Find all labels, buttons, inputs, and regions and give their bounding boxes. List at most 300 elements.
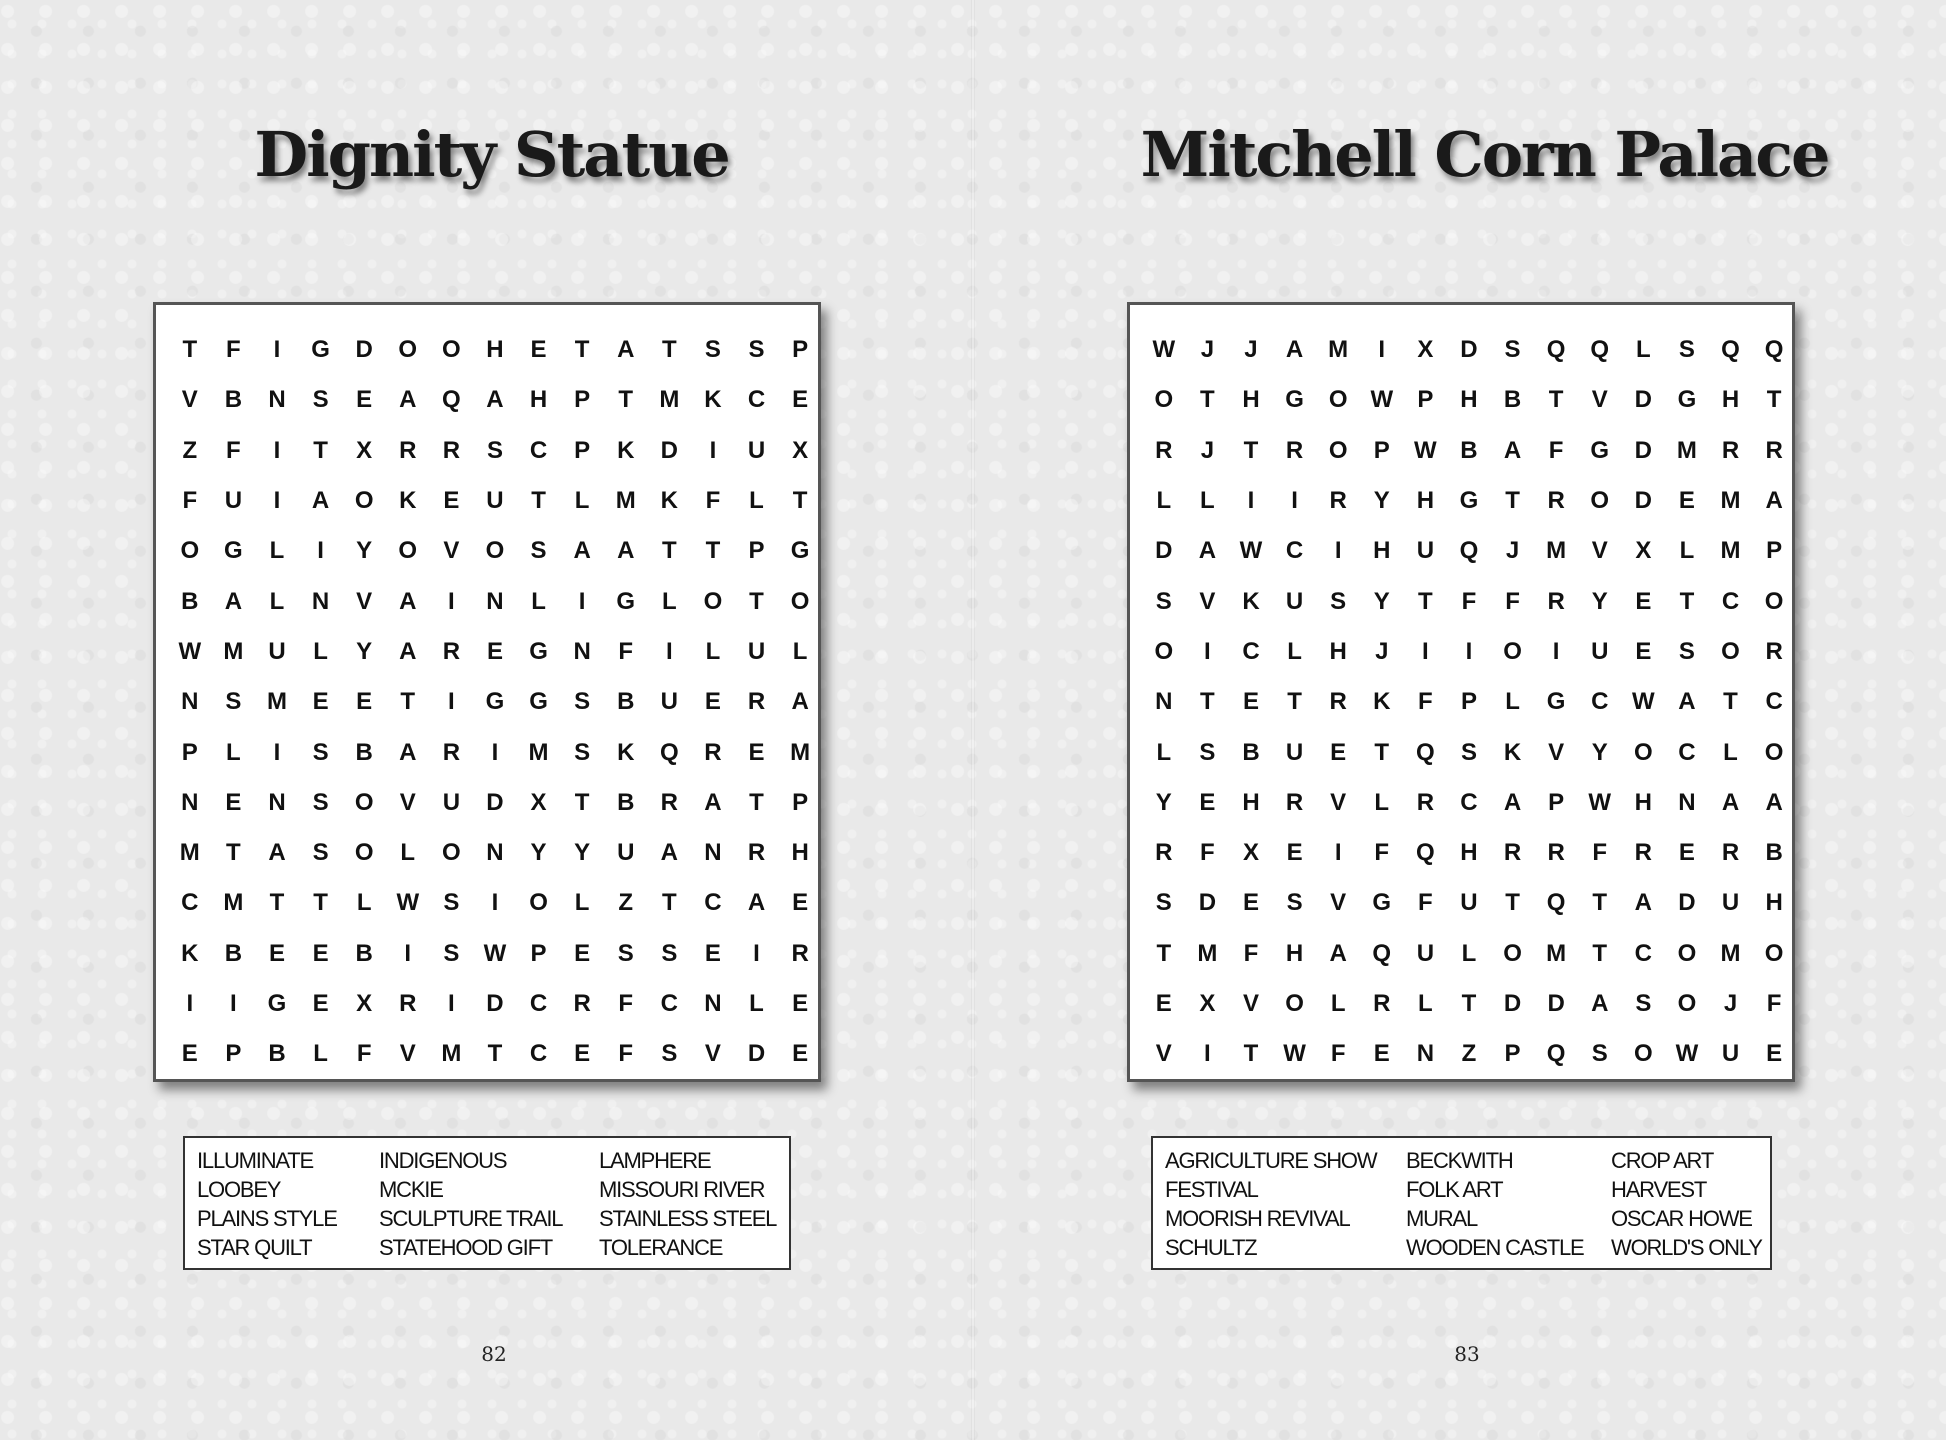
grid-letter: T <box>1505 889 1520 917</box>
grid-letter: K <box>181 939 199 967</box>
grid-letter: O <box>1764 939 1784 967</box>
grid-letter: O <box>354 487 374 515</box>
grid-letter: A <box>486 386 504 414</box>
grid-letter: E <box>530 336 547 364</box>
grid-letter: N <box>181 688 199 716</box>
grid-letter: M <box>1328 336 1349 364</box>
grid-letter: H <box>1634 788 1652 816</box>
grid-letter: A <box>311 487 330 515</box>
grid-letter: F <box>1592 839 1608 867</box>
grid-letter: I <box>186 990 194 1017</box>
grid-letter: K <box>704 386 722 414</box>
grid-letter: E <box>1766 1040 1783 1068</box>
right-page <box>973 0 1946 1440</box>
grid-letter: G <box>1372 889 1392 917</box>
grid-letter: E <box>1373 1040 1390 1068</box>
grid-letter: O <box>1154 386 1174 414</box>
grid-letter: I <box>1378 336 1386 364</box>
grid-letter: E <box>1635 587 1652 615</box>
grid-letter: S <box>530 537 547 565</box>
grid-letter: A <box>660 839 678 867</box>
grid-letter: V <box>1591 537 1608 565</box>
grid-letter: T <box>792 487 808 515</box>
grid-letter: T <box>1418 587 1433 615</box>
grid-letter: V <box>1330 889 1347 917</box>
grid-letter: T <box>1505 487 1520 515</box>
grid-letter: G <box>1546 688 1566 716</box>
grid-letter: V <box>443 537 460 565</box>
grid-letter: I <box>1291 487 1298 515</box>
grid-letter: W <box>1283 1040 1306 1068</box>
grid-letter: Y <box>574 839 591 867</box>
grid-letter: F <box>618 990 634 1017</box>
grid-letter: W <box>1152 336 1176 364</box>
word-list-item: LAMPHERE <box>599 1148 711 1173</box>
grid-letter: W <box>178 637 202 665</box>
grid-letter: U <box>1285 738 1304 766</box>
grid-letter: I <box>1334 839 1342 867</box>
grid-letter: F <box>618 1040 634 1068</box>
grid-letter: H <box>791 839 809 867</box>
grid-letter: R <box>1503 839 1522 867</box>
grid-letter: M <box>223 889 244 917</box>
grid-letter: M <box>441 1040 462 1068</box>
grid-letter: R <box>399 436 417 464</box>
grid-letter: E <box>312 939 329 967</box>
grid-letter: Y <box>1373 587 1390 615</box>
grid-letter: M <box>1197 939 1218 967</box>
grid-letter: C <box>1765 688 1783 716</box>
grid-letter: Y <box>530 839 547 867</box>
grid-letter: W <box>1632 688 1655 716</box>
grid-letter: T <box>1723 688 1738 716</box>
grid-letter: R <box>1329 487 1347 515</box>
grid-letter: E <box>268 939 285 967</box>
grid-letter: L <box>356 889 372 917</box>
grid-letter: X <box>1635 537 1652 565</box>
grid-letter: I <box>491 738 499 766</box>
grid-letter: A <box>617 336 635 364</box>
grid-letter: E <box>792 1040 809 1068</box>
grid-letter: L <box>1461 939 1477 967</box>
grid-letter: W <box>1588 788 1612 816</box>
grid-letter: I <box>1465 637 1473 665</box>
grid-letter: A <box>1329 939 1347 967</box>
grid-letter: A <box>399 587 417 615</box>
grid-letter: O <box>442 839 461 867</box>
grid-letter: A <box>1198 537 1217 565</box>
grid-letter: L <box>749 487 764 515</box>
grid-letter: R <box>1765 637 1783 665</box>
grid-letter: E <box>1678 487 1695 515</box>
grid-letter: C <box>1678 738 1696 766</box>
word-list-item: FOLK ART <box>1406 1177 1503 1202</box>
grid-letter: E <box>356 386 373 414</box>
grid-letter: L <box>1374 788 1390 816</box>
grid-letter: F <box>1418 889 1433 917</box>
grid-letter: E <box>704 688 721 716</box>
grid-letter: R <box>791 939 809 967</box>
grid-letter: D <box>747 1040 766 1068</box>
grid-letter: M <box>266 688 287 716</box>
grid-letter: V <box>356 587 373 615</box>
grid-letter: L <box>574 487 590 515</box>
grid-letter: G <box>1285 386 1304 414</box>
grid-letter: R <box>1155 839 1173 867</box>
grid-letter: B <box>1460 436 1478 464</box>
puzzle-grid-box <box>153 302 821 1082</box>
grid-letter: L <box>1200 487 1215 515</box>
grid-letter: O <box>1328 436 1348 464</box>
grid-letter: E <box>312 688 329 716</box>
grid-letter: E <box>1330 738 1347 766</box>
grid-letter: Q <box>1416 839 1435 867</box>
grid-letter: I <box>1334 537 1342 565</box>
grid-letter: U <box>747 436 766 464</box>
grid-letter: A <box>1678 688 1696 716</box>
grid-letter: E <box>225 788 242 816</box>
grid-letter: E <box>356 688 373 716</box>
grid-letter: B <box>355 738 373 766</box>
grid-letter: T <box>1243 1040 1259 1068</box>
grid-letter: E <box>1242 889 1259 917</box>
grid-letter: O <box>354 788 374 816</box>
grid-letter: F <box>1200 839 1215 867</box>
grid-letter: D <box>486 990 504 1017</box>
grid-letter: E <box>312 990 329 1017</box>
grid-letter: I <box>448 688 455 716</box>
grid-letter: R <box>442 637 461 665</box>
puzzle-grid-box <box>1127 302 1795 1082</box>
grid-letter: I <box>578 587 586 615</box>
grid-letter: A <box>268 839 286 867</box>
grid-letter: A <box>224 587 243 615</box>
grid-letter: P <box>792 336 809 364</box>
grid-letter: T <box>1766 386 1782 414</box>
grid-letter: G <box>267 990 287 1017</box>
word-list-item: MOORISH REVIVAL <box>1165 1206 1350 1231</box>
grid-letter: Q <box>1764 336 1784 364</box>
grid-letter: Q <box>1590 336 1610 364</box>
grid-letter: T <box>749 587 764 615</box>
grid-letter: O <box>442 336 461 364</box>
grid-letter: X <box>1417 336 1434 364</box>
grid-letter: T <box>661 889 677 917</box>
grid-letter: D <box>1155 537 1173 565</box>
grid-letter: D <box>1634 487 1652 515</box>
grid-letter: F <box>1330 1040 1346 1068</box>
grid-letter: L <box>269 537 285 565</box>
grid-letter: L <box>313 1040 328 1068</box>
grid-letter: P <box>1373 436 1390 464</box>
grid-letter: G <box>224 537 243 565</box>
grid-letter: A <box>1503 436 1522 464</box>
grid-letter: V <box>1155 1040 1172 1068</box>
grid-letter: A <box>1765 487 1783 515</box>
grid-letter: B <box>268 1040 286 1068</box>
grid-letter: R <box>704 738 722 766</box>
grid-letter: X <box>1242 839 1259 867</box>
grid-letter: K <box>1373 688 1391 716</box>
grid-letter: M <box>615 487 636 515</box>
word-list-item: CROP ART <box>1611 1148 1714 1173</box>
grid-letter: R <box>1285 788 1304 816</box>
grid-letter: J <box>1200 436 1215 464</box>
grid-letter: M <box>1720 537 1741 565</box>
grid-letter: V <box>1242 990 1259 1017</box>
grid-letter: W <box>1239 537 1263 565</box>
grid-letter: R <box>573 990 591 1017</box>
grid-letter: Q <box>1546 336 1566 364</box>
grid-letter: L <box>749 990 764 1017</box>
grid-letter: T <box>1548 386 1564 414</box>
grid-letter: N <box>311 587 330 615</box>
grid-letter: D <box>1634 386 1652 414</box>
grid-letter: G <box>1459 487 1479 515</box>
grid-letter: K <box>399 487 417 515</box>
grid-letter: N <box>1155 688 1173 716</box>
grid-letter: P <box>748 537 765 565</box>
grid-letter: H <box>529 386 548 414</box>
grid-letter: G <box>311 336 330 364</box>
grid-letter: E <box>1678 839 1695 867</box>
grid-letter: T <box>1374 738 1390 766</box>
grid-letter: L <box>313 637 328 665</box>
grid-letter: I <box>1552 637 1560 665</box>
grid-letter: R <box>1285 436 1304 464</box>
word-list-item: SCHULTZ <box>1165 1235 1257 1260</box>
word-list-item: HARVEST <box>1611 1177 1707 1202</box>
grid-letter: T <box>269 889 285 917</box>
grid-letter: O <box>1764 587 1784 615</box>
grid-letter: P <box>792 788 809 816</box>
grid-letter: S <box>443 939 460 967</box>
grid-letter: T <box>1461 990 1477 1017</box>
grid-letter: C <box>529 436 548 464</box>
grid-letter: E <box>574 1040 591 1068</box>
grid-letter: T <box>574 336 590 364</box>
grid-letter: L <box>1330 990 1346 1017</box>
grid-letter: E <box>181 1040 198 1068</box>
grid-letter: B <box>617 688 635 716</box>
grid-letter: O <box>790 587 810 615</box>
grid-letter: I <box>1247 487 1255 515</box>
grid-letter: I <box>1204 1040 1211 1068</box>
grid-letter: S <box>1591 1040 1608 1068</box>
word-list-item: LOOBEY <box>197 1177 281 1202</box>
word-list-box <box>183 1136 791 1270</box>
grid-letter: G <box>790 537 810 565</box>
grid-letter: R <box>1547 839 1565 867</box>
word-list-item: OSCAR HOWE <box>1611 1206 1752 1231</box>
grid-letter: M <box>659 386 680 414</box>
grid-letter: U <box>1460 889 1478 917</box>
grid-letter: T <box>487 1040 503 1068</box>
grid-letter: O <box>1677 939 1697 967</box>
grid-letter: C <box>1634 939 1652 967</box>
grid-letter: G <box>529 688 548 716</box>
grid-letter: C <box>1591 688 1609 716</box>
grid-letter: B <box>617 788 635 816</box>
grid-letter: E <box>1635 637 1652 665</box>
word-list-item: MISSOURI RIVER <box>599 1177 765 1202</box>
grid-letter: A <box>399 738 417 766</box>
grid-letter: S <box>1678 336 1695 364</box>
grid-letter: P <box>1504 1040 1521 1068</box>
grid-letter: F <box>356 1040 372 1068</box>
grid-letter: I <box>273 436 281 464</box>
grid-letter: P <box>1766 537 1783 565</box>
word-list <box>197 1146 789 1262</box>
grid-letter: S <box>1504 336 1521 364</box>
grid-letter: N <box>181 788 199 816</box>
word-list-item: TOLERANCE <box>599 1235 723 1260</box>
grid-letter: Q <box>1546 889 1566 917</box>
grid-letter: L <box>574 889 590 917</box>
grid-letter: R <box>1329 688 1347 716</box>
grid-letter: I <box>709 436 717 464</box>
grid-letter: P <box>1548 788 1565 816</box>
grid-letter: T <box>400 688 416 716</box>
word-list <box>1165 1146 1776 1262</box>
grid-letter: X <box>792 436 809 464</box>
grid-letter: Y <box>1373 487 1390 515</box>
grid-letter: P <box>1460 688 1477 716</box>
grid-letter: O <box>1503 637 1522 665</box>
grid-letter: O <box>1677 990 1697 1017</box>
grid-letter: O <box>1764 738 1784 766</box>
grid-letter: I <box>273 738 281 766</box>
grid-letter: L <box>226 738 241 766</box>
grid-letter: S <box>748 336 765 364</box>
grid-letter: U <box>1721 889 1740 917</box>
grid-letter: A <box>399 637 417 665</box>
word-list-item: ILLUMINATE <box>197 1148 313 1173</box>
grid-letter: T <box>1243 436 1259 464</box>
grid-letter: S <box>574 688 591 716</box>
grid-letter: A <box>1503 788 1522 816</box>
grid-letter: L <box>531 587 546 615</box>
grid-letter: U <box>617 839 635 867</box>
grid-letter: O <box>1154 637 1174 665</box>
grid-letter: A <box>573 537 591 565</box>
grid-letter: R <box>1547 587 1565 615</box>
grid-letter: F <box>1243 939 1259 967</box>
grid-letter: W <box>483 939 507 967</box>
grid-letter: T <box>1200 688 1215 716</box>
grid-letter: Z <box>1461 1040 1477 1068</box>
grid-letter: B <box>1503 386 1522 414</box>
grid-letter: S <box>312 788 329 816</box>
grid-letter: E <box>1155 990 1172 1017</box>
grid-letter: H <box>1373 537 1391 565</box>
grid-letter: F <box>1418 688 1433 716</box>
grid-letter: A <box>1285 336 1304 364</box>
grid-letter: G <box>1590 436 1610 464</box>
grid-letter: T <box>1592 889 1608 917</box>
grid-letter: I <box>491 889 499 917</box>
grid-letter: L <box>1418 990 1433 1017</box>
grid-letter: T <box>226 839 241 867</box>
grid-letter: V <box>1330 788 1347 816</box>
grid-letter: S <box>1678 637 1695 665</box>
grid-letter: T <box>1200 386 1215 414</box>
grid-letter: T <box>661 336 677 364</box>
grid-letter: O <box>1721 637 1740 665</box>
grid-letter: E <box>792 386 809 414</box>
grid-letter: S <box>1460 738 1477 766</box>
grid-letter: T <box>661 537 677 565</box>
grid-letter: O <box>1633 1040 1653 1068</box>
grid-letter: H <box>1242 386 1260 414</box>
grid-letter: Q <box>1546 1040 1566 1068</box>
grid-letter: H <box>1242 788 1260 816</box>
grid-letter: U <box>1416 939 1435 967</box>
grid-letter: L <box>792 637 808 665</box>
grid-letter: V <box>1548 738 1565 766</box>
grid-letter: Z <box>618 889 634 917</box>
grid-letter: O <box>398 336 418 364</box>
grid-letter: P <box>225 1040 242 1068</box>
grid-letter: P <box>1417 386 1434 414</box>
grid-letter: K <box>617 436 635 464</box>
grid-letter: P <box>574 436 591 464</box>
grid-letter: L <box>1723 738 1738 766</box>
grid-letter: R <box>1547 487 1565 515</box>
grid-letter: H <box>1765 889 1783 917</box>
grid-letter: S <box>661 1040 678 1068</box>
grid-letter: E <box>486 637 503 665</box>
grid-letter: C <box>529 1040 548 1068</box>
grid-letter: D <box>1460 336 1478 364</box>
grid-letter: K <box>1503 738 1522 766</box>
grid-letter: T <box>182 336 198 364</box>
word-list-item: STAINLESS STEEL <box>599 1206 777 1231</box>
word-list-item: PLAINS STYLE <box>197 1206 337 1231</box>
grid-letter: U <box>224 487 243 515</box>
grid-letter: E <box>1199 788 1216 816</box>
grid-letter: F <box>182 487 198 515</box>
grid-letter: M <box>1546 939 1567 967</box>
grid-letter: N <box>268 788 286 816</box>
grid-letter: K <box>1242 587 1260 615</box>
grid-letter: I <box>1204 637 1211 665</box>
grid-letter: T <box>705 537 721 565</box>
grid-letter: U <box>1416 537 1435 565</box>
grid-letter: D <box>1634 436 1652 464</box>
grid-letter: C <box>747 386 766 414</box>
grid-letter: T <box>749 788 764 816</box>
grid-letter: C <box>704 889 722 917</box>
grid-letter: J <box>1723 990 1738 1017</box>
grid-letter: U <box>1285 587 1304 615</box>
word-list-item: BECKWITH <box>1406 1148 1513 1173</box>
grid-letter: F <box>705 487 721 515</box>
grid-letter: N <box>486 587 504 615</box>
grid-letter: Q <box>1721 336 1740 364</box>
grid-letter: B <box>224 939 243 967</box>
grid-letter: C <box>660 990 678 1017</box>
grid-letter: S <box>486 436 503 464</box>
grid-letter: R <box>1721 839 1740 867</box>
grid-letter: S <box>1330 587 1347 615</box>
grid-letter: T <box>1592 939 1608 967</box>
grid-letter: D <box>355 336 373 364</box>
grid-letter: U <box>747 637 766 665</box>
grid-letter: B <box>1765 839 1783 867</box>
word-list-item: MURAL <box>1406 1206 1478 1231</box>
word-list-item: SCULPTURE TRAIL <box>379 1206 563 1231</box>
